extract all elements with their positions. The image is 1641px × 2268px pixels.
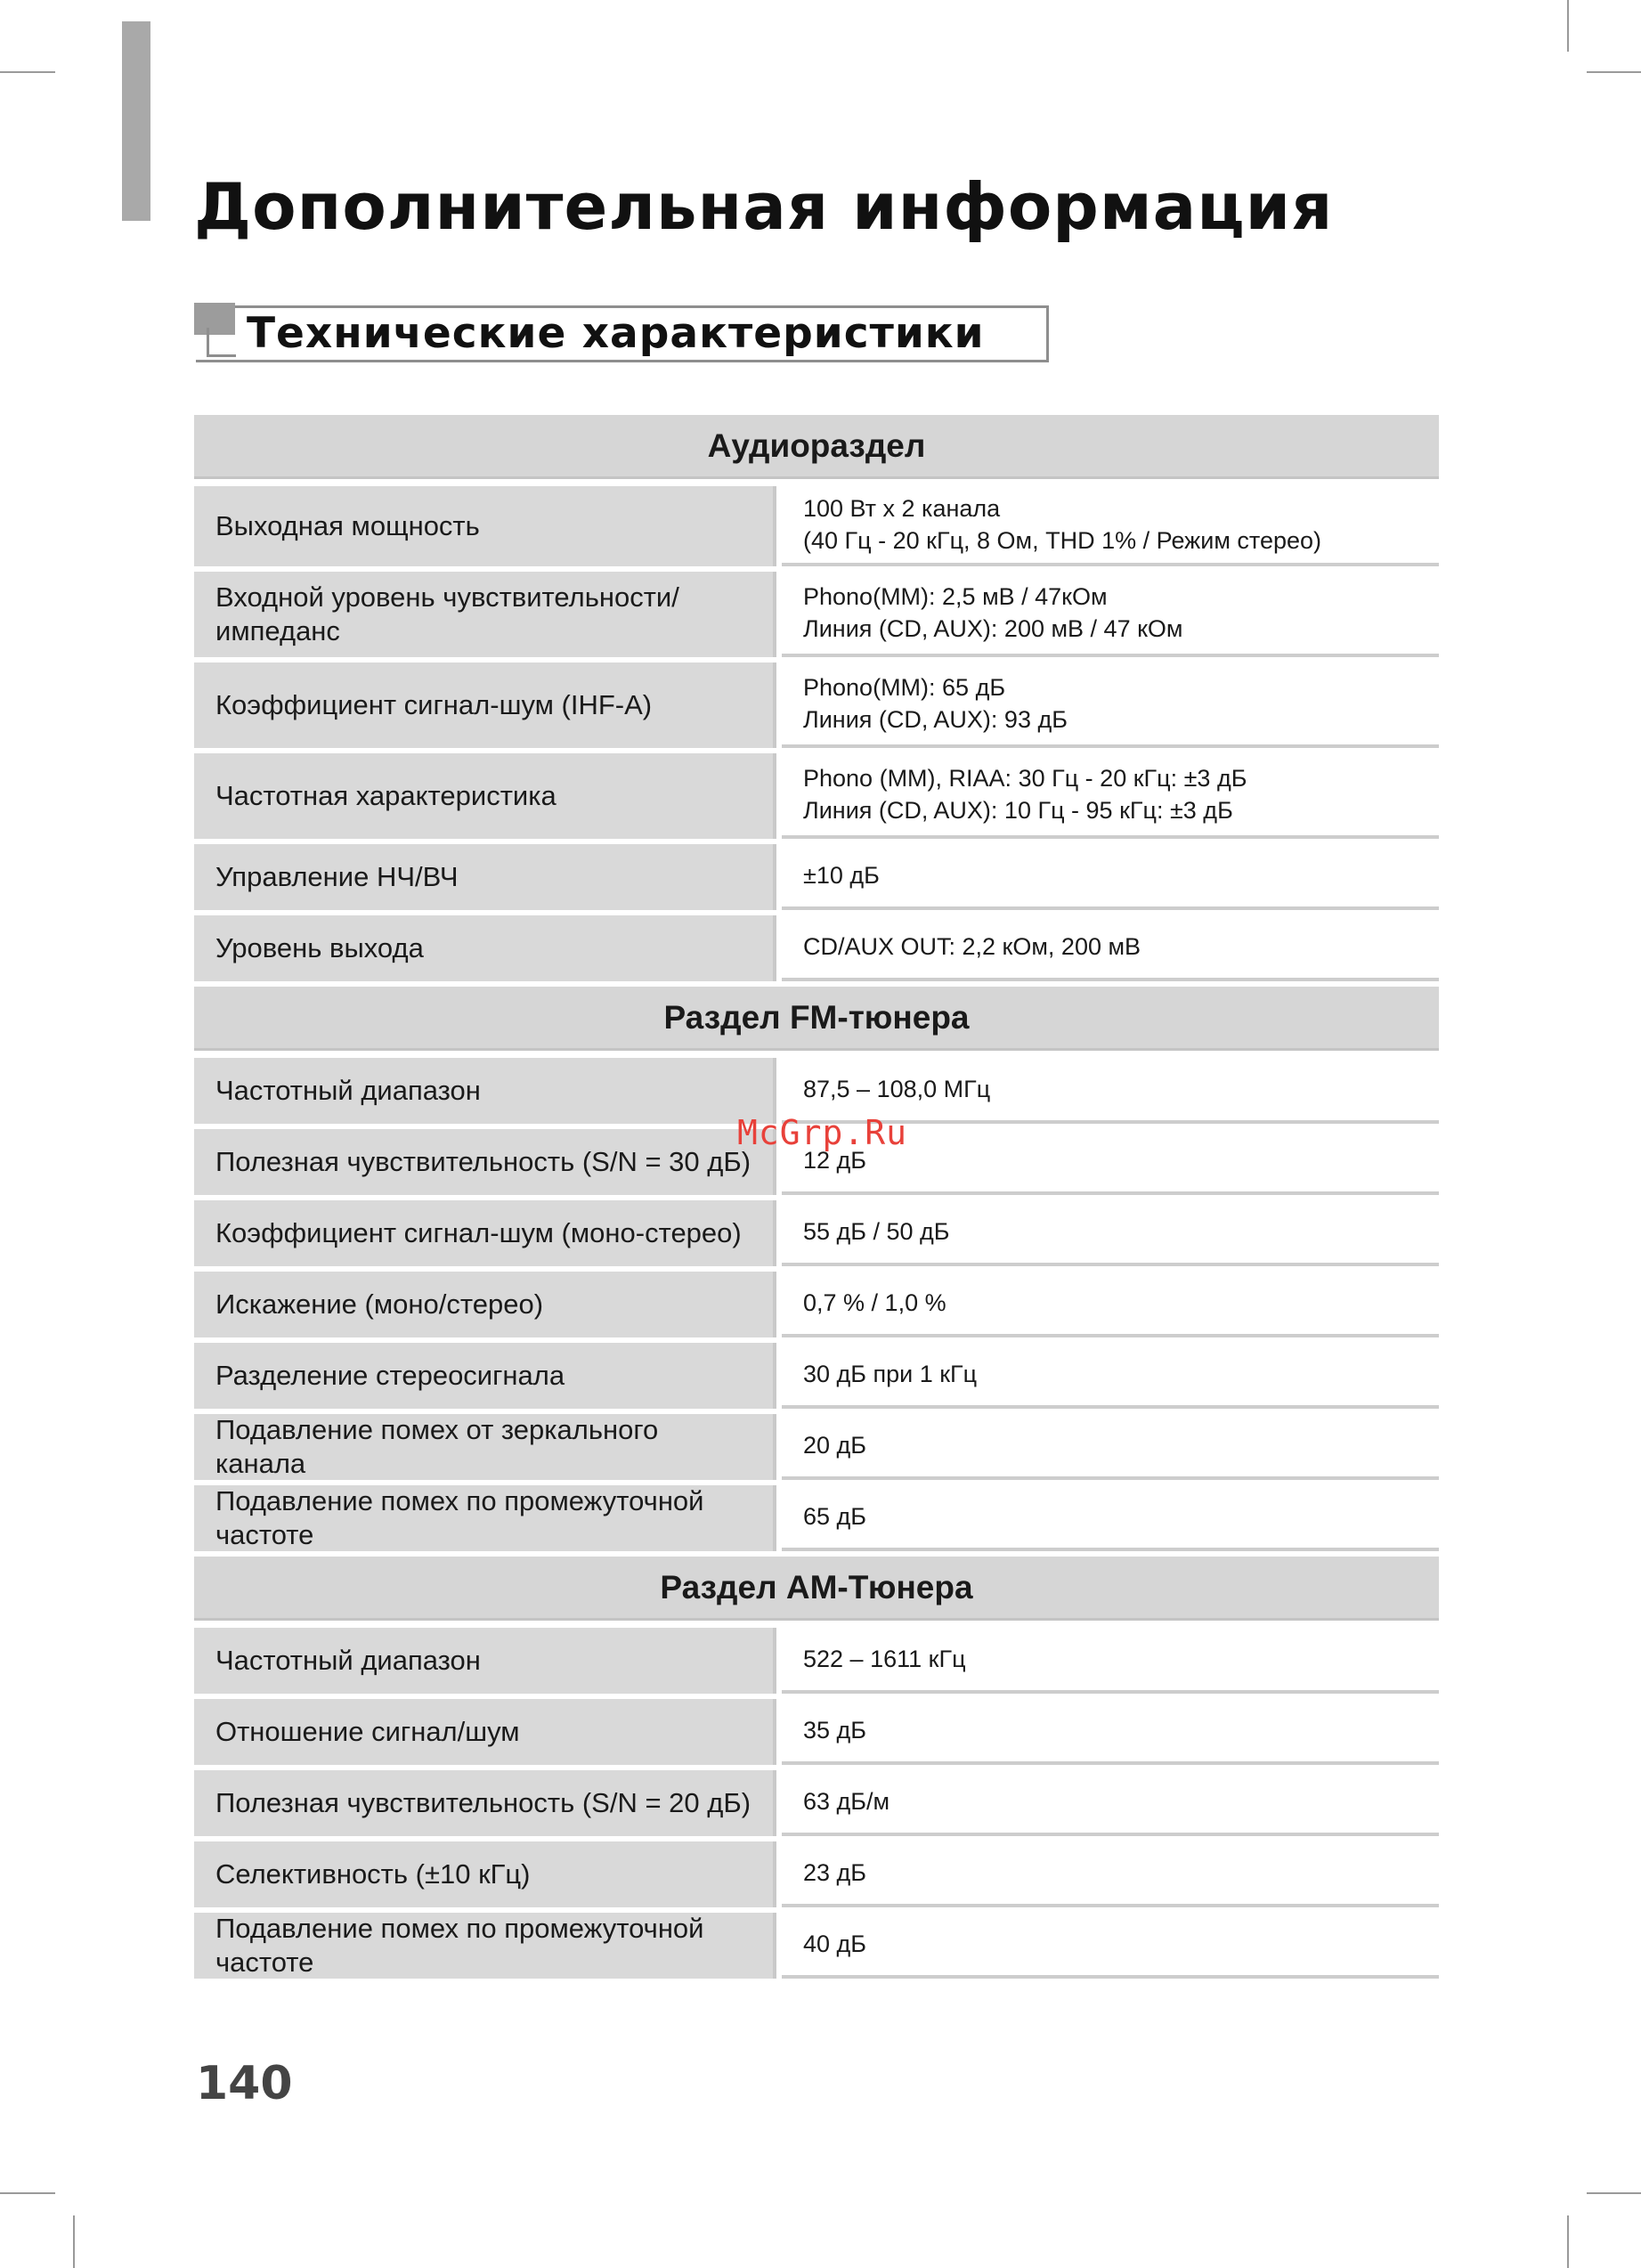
row-label: Искажение (моно/стерео) (194, 1272, 776, 1337)
row-label: Коэффициент сигнал-шум (IHF-A) (194, 663, 776, 748)
row-value: 20 дБ (782, 1414, 1439, 1480)
table-row (194, 1414, 1439, 1480)
row-label: Полезная чувствительность (S/N = 30 дБ) (194, 1129, 776, 1195)
crop-mark (1587, 2192, 1641, 2194)
table-row (194, 572, 1439, 657)
value-line: Линия (CD, AUX): 10 Гц - 95 кГц: ±3 дБ (803, 797, 1233, 824)
row-value: 35 дБ (782, 1699, 1439, 1765)
row-value (782, 753, 1439, 839)
row-label: Селективность (±10 кГц) (194, 1841, 776, 1907)
row-label: Разделение стереосигнала (194, 1343, 776, 1409)
table-row (194, 486, 1439, 566)
row-value: 23 дБ (782, 1841, 1439, 1907)
section-heading-am: Раздел АМ-Тюнера (194, 1557, 1439, 1621)
row-label: Выходная мощность (194, 486, 776, 566)
table-row (194, 1841, 1439, 1907)
table-row (194, 1628, 1439, 1694)
row-label: Входной уровень чувствительности/ импеданс (194, 572, 776, 657)
watermark: McGrp.Ru (737, 1113, 908, 1152)
row-value: 30 дБ при 1 кГц (782, 1343, 1439, 1409)
row-label: Уровень выхода (194, 915, 776, 981)
value-line: Линия (CD, AUX): 93 дБ (803, 706, 1068, 733)
chapter-tab (122, 21, 150, 221)
crop-mark (1567, 0, 1569, 52)
row-label: Управление НЧ/ВЧ (194, 844, 776, 910)
table-row (194, 1200, 1439, 1266)
section-heading-audio: Аудиораздел (194, 415, 1439, 479)
row-label: Коэффициент сигнал-шум (моно-стерео) (194, 1200, 776, 1266)
section-title: Технические характеристики (247, 309, 985, 358)
crop-mark (0, 71, 55, 73)
value-line: (40 Гц - 20 кГц, 8 Ом, THD 1% / Режим стерео) (803, 527, 1322, 554)
crop-mark (1567, 2215, 1569, 2268)
row-label: Подавление помех по промежуточной частоте (194, 1485, 776, 1551)
row-label: Подавление помех от зеркального канала (194, 1414, 776, 1480)
row-label: Частотная характеристика (194, 753, 776, 839)
row-value: 63 дБ/м (782, 1770, 1439, 1836)
row-value: 65 дБ (782, 1485, 1439, 1551)
row-value: 522 – 1611 кГц (782, 1628, 1439, 1694)
value-line: Phono (MM), RIAA: 30 Гц - 20 кГц: ±3 дБ (803, 765, 1247, 792)
row-label: Частотный диапазон (194, 1058, 776, 1124)
row-value: 87,5 – 108,0 МГц (782, 1058, 1439, 1124)
table-row (194, 753, 1439, 839)
row-label: Отношение сигнал/шум (194, 1699, 776, 1765)
row-value: ±10 дБ (782, 844, 1439, 910)
table-row (194, 1272, 1439, 1337)
table-row (194, 1913, 1439, 1979)
table-row (194, 663, 1439, 748)
section-heading-fm: Раздел FM-тюнера (194, 987, 1439, 1051)
crop-mark (73, 2215, 75, 2268)
row-value: CD/AUX OUT: 2,2 кОм, 200 мВ (782, 915, 1439, 981)
table-row (194, 1770, 1439, 1836)
page-title: Дополнительная информация (194, 169, 1334, 244)
page-number: 140 (196, 2057, 293, 2110)
row-value: 55 дБ / 50 дБ (782, 1200, 1439, 1266)
crop-mark (1587, 71, 1641, 73)
row-label: Подавление помех по промежуточной частоте (194, 1913, 776, 1979)
row-label: Частотный диапазон (194, 1628, 776, 1694)
row-value (782, 572, 1439, 657)
value-line: Phono(MM): 65 дБ (803, 674, 1006, 701)
row-value: 40 дБ (782, 1913, 1439, 1979)
row-label: Полезная чувствительность (S/N = 20 дБ) (194, 1770, 776, 1836)
table-row (194, 915, 1439, 981)
value-line: 100 Вт x 2 канала (803, 495, 1001, 522)
table-row (194, 1699, 1439, 1765)
crop-mark (0, 2192, 55, 2194)
row-value (782, 486, 1439, 566)
row-value (782, 663, 1439, 748)
section-marker-icon-outline (207, 328, 236, 357)
spec-table (194, 415, 1439, 1984)
row-value: 0,7 % / 1,0 % (782, 1272, 1439, 1337)
table-row (194, 844, 1439, 910)
row-value: 12 дБ (782, 1129, 1439, 1195)
value-line: Phono(MM): 2,5 мВ / 47кОм (803, 583, 1108, 610)
table-row (194, 1485, 1439, 1551)
table-row (194, 1343, 1439, 1409)
value-line: Линия (CD, AUX): 200 мВ / 47 кОм (803, 615, 1183, 642)
